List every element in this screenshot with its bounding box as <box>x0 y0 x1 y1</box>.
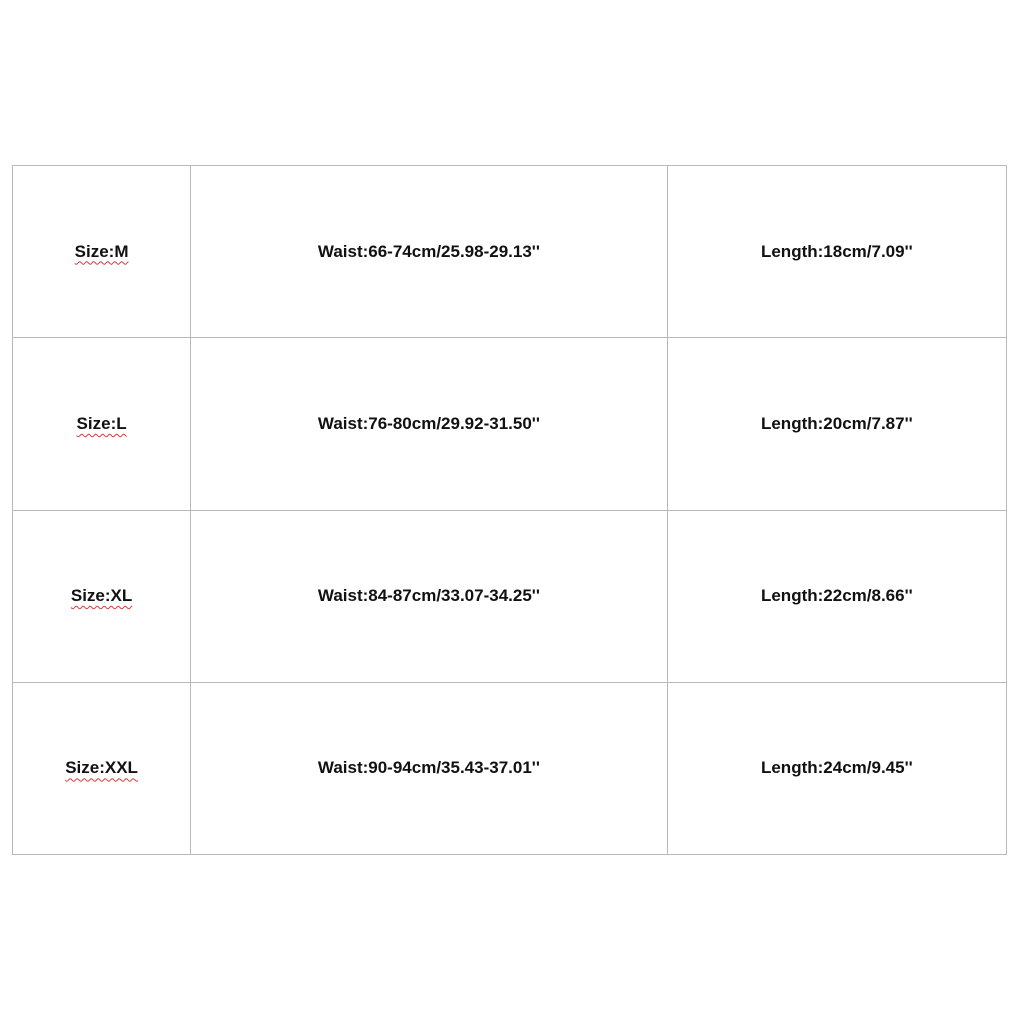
waist-cell: Waist:90-94cm/35.43-37.01'' <box>191 682 667 854</box>
size-chart-table <box>12 165 1007 855</box>
table-row <box>13 338 1007 510</box>
size-cell <box>13 682 191 854</box>
waist-cell: Waist:84-87cm/33.07-34.25'' <box>191 510 667 682</box>
size-label: Size:XL <box>70 586 133 606</box>
waist-cell: Waist:66-74cm/25.98-29.13'' <box>191 166 667 338</box>
waist-cell: Waist:76-80cm/29.92-31.50'' <box>191 338 667 510</box>
table-row <box>13 510 1007 682</box>
size-cell <box>13 338 191 510</box>
length-cell: Length:20cm/7.87'' <box>667 338 1006 510</box>
length-cell: Length:22cm/8.66'' <box>667 510 1006 682</box>
length-cell: Length:24cm/9.45'' <box>667 682 1006 854</box>
table-row <box>13 166 1007 338</box>
size-cell <box>13 510 191 682</box>
table-row <box>13 682 1007 854</box>
size-label: Size:L <box>76 413 127 433</box>
size-label: Size:M <box>74 241 129 261</box>
size-cell <box>13 166 191 338</box>
length-cell: Length:18cm/7.09'' <box>667 166 1006 338</box>
size-label: Size:XXL <box>65 758 138 778</box>
